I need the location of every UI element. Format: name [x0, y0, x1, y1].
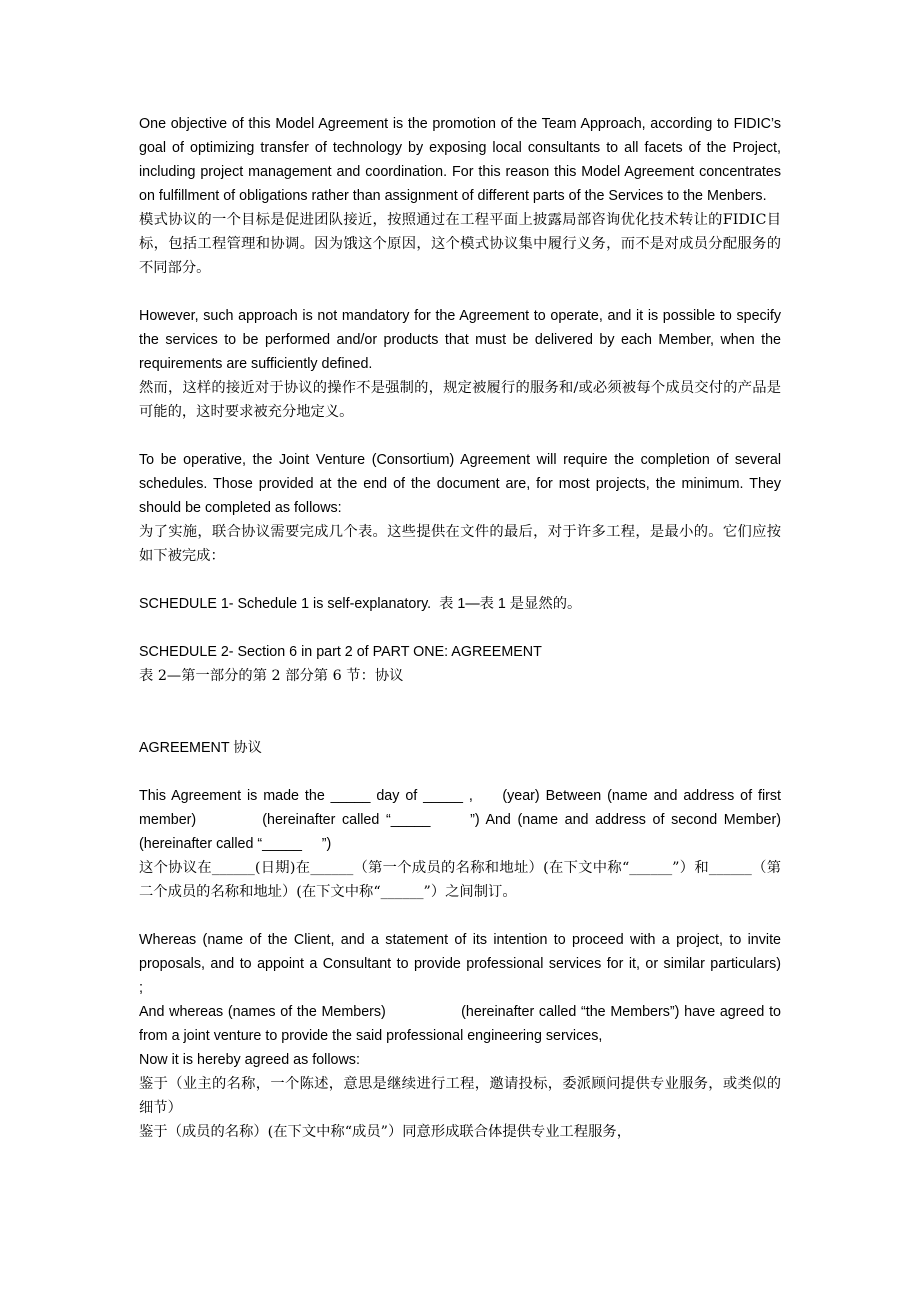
whereas-members-paragraph-zh: 鉴于（成员的名称）(在下文中称“成员”）同意形成联合体提供专业工程服务， [139, 1124, 631, 1140]
spacer [139, 424, 781, 448]
spacer [139, 904, 781, 928]
agreement-made-paragraph-zh: 这个协议在______(日期)在______（第一个成员的名称和地址）(在下文中称“______”）和______（第二个成员的名称和地址）(在下文中称“______”）之间制订。 [139, 860, 781, 900]
agreement-heading: AGREEMENT 协议 [139, 740, 262, 756]
approach-paragraph-en: However, such approach is not mandatory for the Agreement to operate, and it is possible to specify the services to be performed and/or products that must be delivered by each Member, when the requirements are sufficiently defined. [139, 308, 781, 372]
agreement-made-paragraph-en: This Agreement is made the _____ day of _____ , (year) Between (name and address of first member) (hereinafter called “_____ ”) And (name and address of second Member) (hereinafter called “_____ ”) [139, 788, 785, 852]
whereas-client-paragraph-en: Whereas (name of the Client, and a statement of its intention to proceed with a project, to invite proposals, and to appoint a Consultant to provide professional services for it, or similar particulars) ; [139, 932, 829, 996]
spacer [139, 760, 781, 784]
schedules-paragraph-zh: 为了实施，联合协议需要完成几个表。这些提供在文件的最后，对于许多工程，是最小的。它们应按如下被完成： [139, 524, 781, 564]
document-body [139, 112, 829, 1144]
whereas-client-paragraph-zh: 鉴于（业主的名称，一个陈述，意思是继续进行工程，邀请投标，委派顾问提供专业服务，或类似的细节） [139, 1076, 781, 1116]
approach-paragraph-zh: 然而，这样的接近对于协议的操作不是强制的，规定被履行的服务和/或必须被每个成员交付的产品是可能的，这时要求被充分地定义。 [139, 380, 781, 420]
schedule-1-line: SCHEDULE 1- Schedule 1 is self-explanatory. 表 1—表 1 是显然的。 [139, 596, 582, 612]
schedule-2-line-zh: 表 2—第一部分的第 2 部分第 6 节：协议 [139, 668, 404, 684]
agreed-as-follows-line: Now it is hereby agreed as follows: [139, 1052, 360, 1068]
spacer [139, 616, 781, 640]
whereas-members-paragraph-en: And whereas (names of the Members) (hereinafter called “the Members”) have agreed to from a joint venture to provide the said professional engineering services, [139, 1004, 785, 1044]
spacer [139, 568, 781, 592]
spacer [139, 280, 781, 304]
schedule-2-line-en: SCHEDULE 2- Section 6 in part 2 of PART ONE: AGREEMENT [139, 644, 542, 660]
objective-paragraph-zh: 模式协议的一个目标是促进团队接近，按照通过在工程平面上披露局部咨询优化技术转让的FIDIC目标，包括工程管理和协调。因为饿这个原因，这个模式协议集中履行义务，而不是对成员分配服务的不同部分。 [139, 212, 781, 276]
objective-paragraph-en: One objective of this Model Agreement is the promotion of the Team Approach, according to FIDIC’s goal of optimizing transfer of technology by exposing local consultants to all facets of the Project, including project management and coordination. For this reason this Model Agreement concentrates on fulfillment of obligations rather than assignment of different parts of the Services to the Menbers. [139, 116, 781, 204]
spacer [139, 688, 781, 736]
schedules-paragraph-en: To be operative, the Joint Venture (Consortium) Agreement will require the completion of several schedules. Those provided at the end of the document are, for most projects, the minimum. They should be completed as follows: [139, 452, 781, 516]
